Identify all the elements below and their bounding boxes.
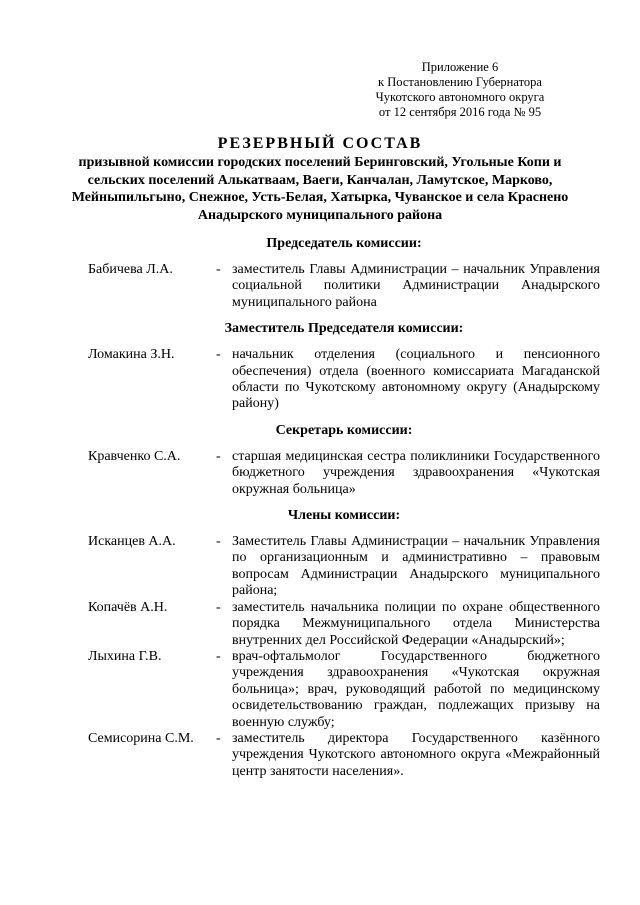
entry-dash: - <box>216 648 221 664</box>
title-main: РЕЗЕРВНЫЙ СОСТАВ <box>217 135 423 152</box>
member-position: Заместитель Главы Администрации – начальник Управления по организационным и административно – правовым вопросам Администрации Анадырского муниципального района; <box>232 534 600 599</box>
member-position: заместитель начальника полиции по охране общественного порядка Межмуниципального отдела Министерства внутренних дел Российской Федерации «Анадырский»; <box>232 599 600 648</box>
chair-name: Бабичева Л.А. <box>88 262 173 277</box>
member-entry <box>88 731 600 780</box>
member-entry <box>88 649 600 731</box>
annex-reference: к Постановлению Губернатора <box>378 75 542 89</box>
annex-region: Чукотского автономного округа <box>375 90 545 104</box>
member-name: Исканцев А.А. <box>88 534 176 550</box>
document-title <box>60 134 580 224</box>
deputy-heading: Заместитель Председателя комиссии: <box>224 321 464 337</box>
annex-block <box>360 60 560 120</box>
secretary-heading: Секретарь комиссии: <box>275 422 413 438</box>
member-entry <box>88 600 600 649</box>
chair-position: заместитель Главы Администрации – начальник Управления социальной политики Администрации Анадырского муниципального района <box>232 262 600 310</box>
member-name: Лыхина Г.В. <box>88 648 162 664</box>
entry-dash: - <box>216 534 221 550</box>
entry-dash: - <box>216 730 221 746</box>
member-name: Копачёв А.Н. <box>88 599 168 615</box>
member-name: Семисорина С.М. <box>88 730 194 746</box>
title-subtitle: призывной комиссии городских поселений Беринговский, Угольные Копи и сельских поселений Алькатваам, Ваеги, Канчалан, Ламутское, Марково, Мейныпильгыно, Снежное, Усть-Белая, Хатырка, Чуванское и села Краснено Анадырского муниципального района <box>71 155 569 223</box>
annex-date: от 12 сентября 2016 года № 95 <box>378 105 542 119</box>
entry-dash: - <box>216 599 221 615</box>
entry-dash: - <box>216 262 221 277</box>
entry-dash: - <box>216 448 221 464</box>
deputy-position: начальник отделения (социального и пенсионного обеспечения) отдела (военного комиссариата Магаданской области по Чукотскому автономному округу (Анадырскому району) <box>232 347 600 412</box>
member-position: заместитель директора Государственного казённого учреждения Чукотского автономного округа «Межрайонный центр занятости населения». <box>232 730 600 779</box>
secretary-position: старшая медицинская сестра поликлиники Государственного бюджетного учреждения здравоохранения «Чукотская окружная больница» <box>232 448 600 497</box>
members-heading: Члены комиссии: <box>287 508 401 524</box>
entry-dash: - <box>216 347 221 363</box>
secretary-entry <box>88 449 600 498</box>
document-body <box>88 236 600 780</box>
member-entry <box>88 534 600 600</box>
annex-number: Приложение 6 <box>421 60 499 74</box>
deputy-entry <box>88 347 600 413</box>
chair-entry <box>88 262 600 311</box>
chair-heading: Председатель комиссии: <box>266 236 422 251</box>
secretary-name: Кравченко С.А. <box>88 448 181 464</box>
deputy-name: Ломакина З.Н. <box>88 347 175 363</box>
member-position: врач-офтальмолог Государственного бюджетного учреждения здравоохранения «Чукотская окружная больница»; врач, руководящий работой по медицинскому освидетельствованию граждан, подлежащих призыву на военную службу; <box>232 648 600 730</box>
